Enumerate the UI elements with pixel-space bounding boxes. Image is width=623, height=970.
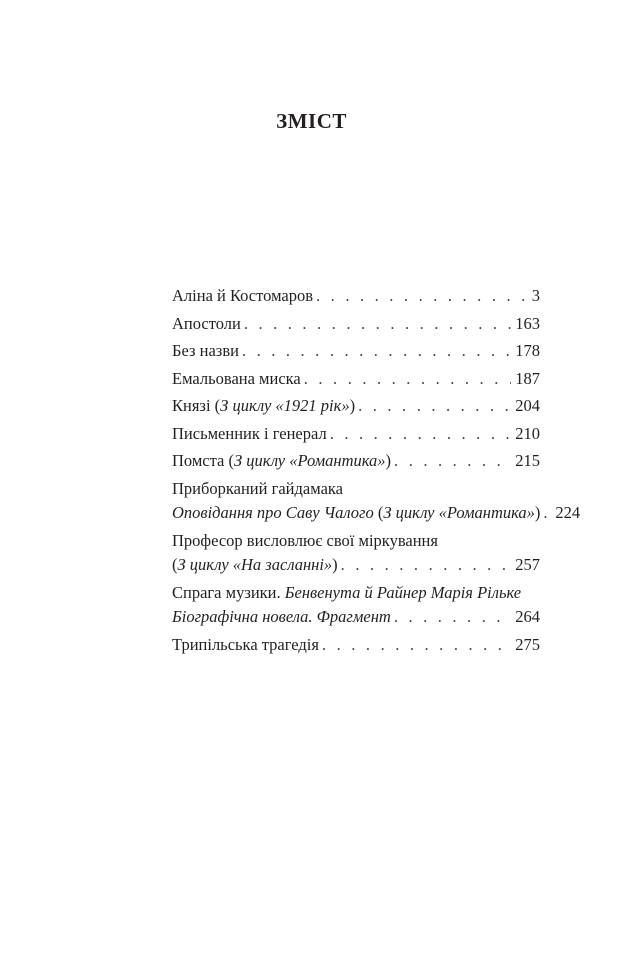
toc-entry-title: Трипільська трагедія (172, 634, 319, 654)
dot-leader (358, 394, 511, 419)
dot-leader (341, 553, 512, 578)
dot-leader (322, 633, 511, 658)
toc-entry (172, 394, 540, 419)
toc-entry-subtitle: (З циклу «На засланні») (172, 555, 338, 574)
toc-entry-page: 178 (515, 341, 540, 360)
dot-leader (543, 501, 551, 526)
toc-entry-title: Приборканий гайдамака (172, 478, 343, 498)
dot-leader (316, 284, 528, 309)
dot-leader (242, 339, 511, 364)
table-of-contents (172, 284, 581, 660)
toc-entry-page: 215 (515, 451, 540, 470)
dot-leader (394, 605, 511, 630)
toc-entry-title: Професор висловлює свої міркування (172, 530, 438, 550)
toc-entry-subtitle: Оповідання про Саву Чалого (З циклу «Романтика») (172, 503, 541, 522)
cycle-name: З циклу «Романтика» (233, 451, 386, 470)
toc-entry-title: Апостоли (172, 313, 241, 333)
toc-entry (172, 449, 540, 474)
toc-entry (172, 284, 540, 309)
toc-entry-title: Помста (З циклу «Романтика») (172, 451, 392, 470)
dot-leader (244, 312, 511, 337)
cycle-name: З циклу «На засланні» (177, 555, 333, 574)
cycle-name: З циклу «1921 рік» (220, 396, 350, 415)
toc-entry-page: 224 (555, 503, 581, 522)
toc-entry (172, 339, 540, 364)
dot-leader (304, 367, 512, 392)
toc-entry-title: Емальована миска (172, 368, 301, 388)
toc-entry (172, 581, 540, 630)
toc-entry (172, 312, 540, 337)
toc-entry-page: 275 (515, 634, 540, 654)
toc-entry (172, 422, 540, 447)
toc-entry-page: 187 (515, 368, 540, 388)
toc-entry-title: Аліна й Костомаров (172, 286, 314, 305)
toc-entry-page: 257 (515, 555, 540, 574)
page-title: ЗМІСТ (276, 109, 347, 133)
toc-entry-page: 163 (515, 313, 540, 333)
toc-entry-page: 264 (515, 607, 540, 626)
toc-entry (172, 633, 540, 658)
toc-entry (172, 529, 540, 578)
toc-entry-title: Письменник і генерал (172, 423, 327, 443)
toc-entry-page: 3 (531, 286, 540, 305)
toc-entry (172, 477, 581, 526)
toc-entry-page: 204 (515, 396, 540, 415)
toc-entry-title: Спрага музики. Бенвенута й Райнер Марія Рільке (172, 582, 522, 602)
cycle-name: З циклу «Романтика» (383, 503, 535, 522)
toc-entry-subtitle: Біографічна новела. Фрагмент (172, 607, 391, 626)
dot-leader (394, 449, 511, 474)
toc-entry-title: Без назви (172, 341, 239, 360)
dot-leader (330, 422, 512, 447)
toc-entry-page: 210 (515, 423, 540, 443)
toc-entry-title: Князі (З циклу «1921 рік») (172, 396, 356, 415)
toc-entry (172, 367, 540, 392)
